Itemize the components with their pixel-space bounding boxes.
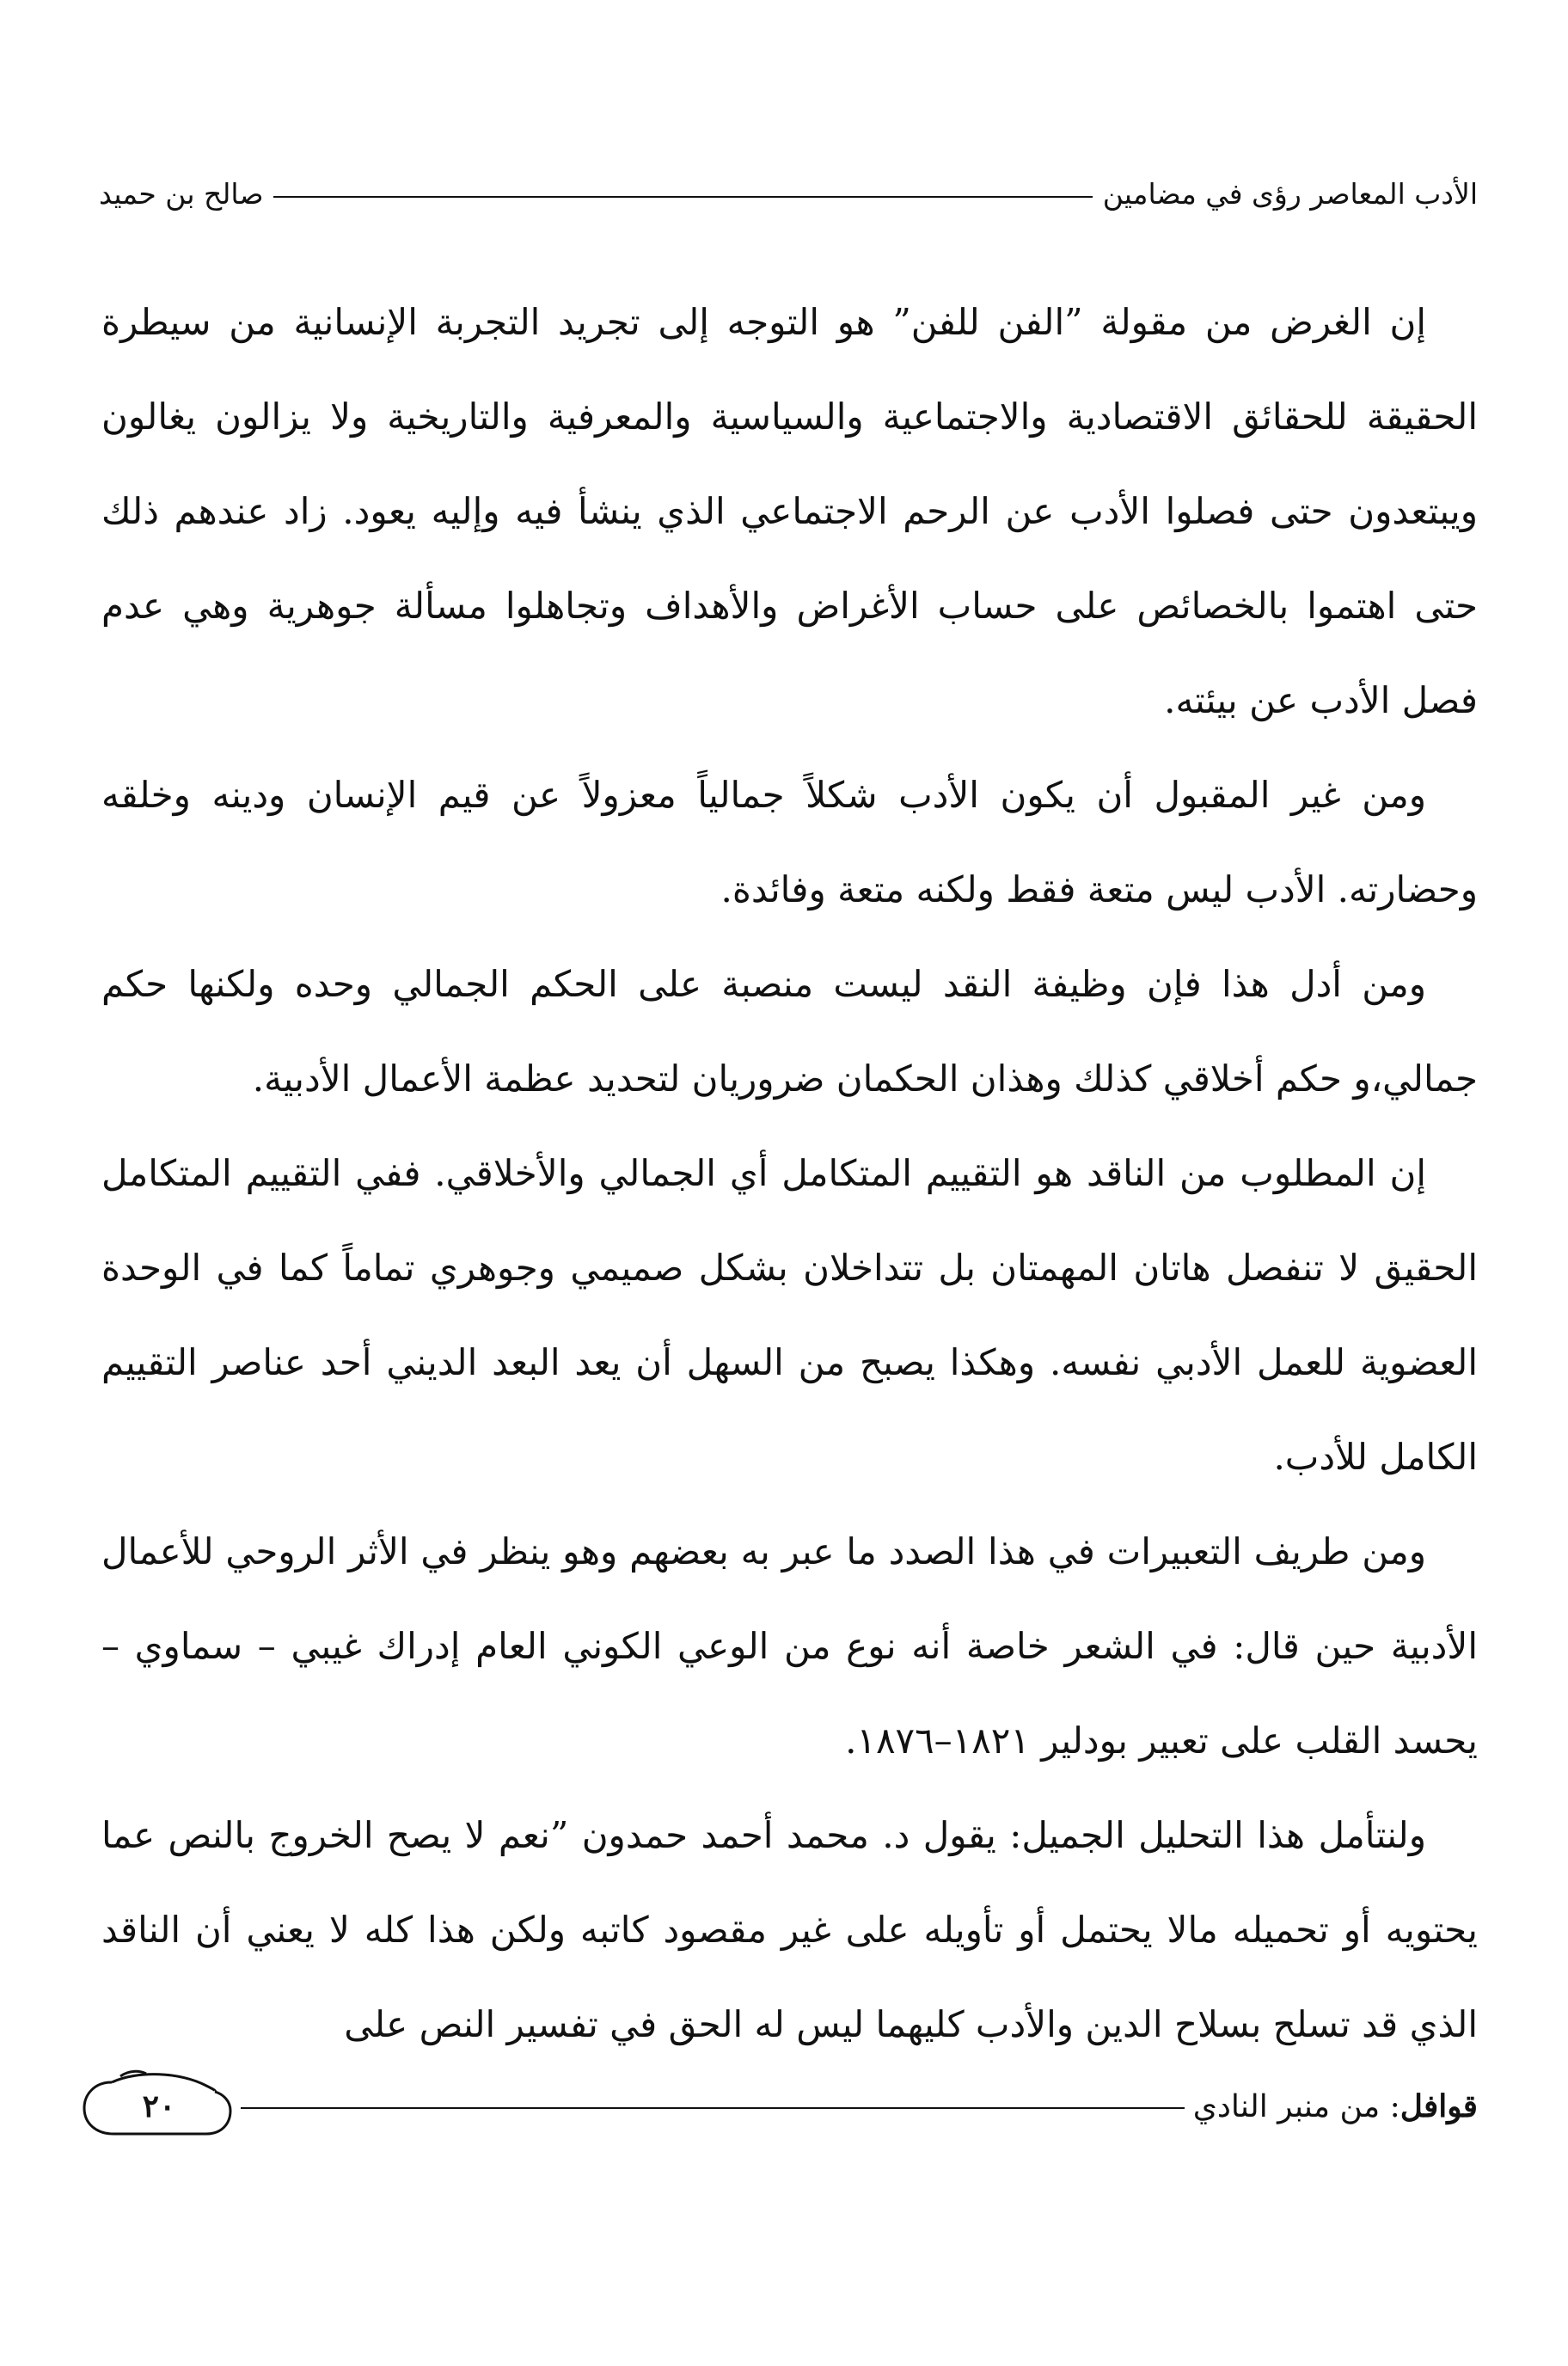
paragraph: إن المطلوب من الناقد هو التقييم المتكامل أي الجمالي والأخلاقي. ففي التقييم المتكامل الحقيق لا تنفصل هاتان المهمتان بل تتداخلان بشكل صميمي وجوهري تماماً كما في الوحدة العضوية للعمل الأدبي نفسه. وهكذا يصبح من السهل أن يعد البعد الديني أحد عناصر التقييم الكامل للأدب.: [101, 1152, 1478, 1478]
page-number: ٢٠: [142, 2088, 176, 2124]
running-header: [99, 168, 1478, 219]
series-label: [1193, 2088, 1478, 2124]
paragraph: ومن طريف التعبيرات في هذا الصدد ما عبر به بعضهم وهو ينظر في الأثر الروحي للأعمال الأدبية حين قال: في الشعر خاصة أنه نوع من الوعي الكوني العام إدراك غيبي – سماوي – يحسد القلب على تعبير بودلير ١٨٢١–١٨٧٦.: [101, 1530, 1478, 1762]
paragraph: ومن أدل هذا فإن وظيفة النقد ليست منصبة على الحكم الجمالي وحده ولكنها حكم جمالي،و حكم أخلاقي كذلك وهذان الحكمان ضروريان لتحديد عظمة الأعمال الأدبية.: [101, 963, 1478, 1100]
page-number-badge: [77, 2063, 241, 2149]
paragraph: ولنتأمل هذا التحليل الجميل: يقول د. محمد أحمد حمدون ”نعم لا يصح الخروج بالنص عما يحتويه أو تحميله مالا يحتمل أو تأويله على غير مقصود كاتبه ولكن هذا كله لا يعني أن الناقد الذي قد تسلح بسلاح الدين والأدب كليهما ليس له الحق في تفسير النص على: [101, 1814, 1478, 2045]
book-title: الأدب المعاصر رؤى في مضامين: [1102, 176, 1478, 211]
header-rule: [273, 196, 1092, 198]
series-subtitle: : من منبر النادي: [1192, 2089, 1400, 2124]
paragraph: ومن غير المقبول أن يكون الأدب شكلاً جمالياً معزولاً عن قيم الإنسان ودينه وخلقه وحضارته. الأدب ليس متعة فقط ولكنه متعة وفائدة.: [101, 774, 1478, 910]
footer-rule: [241, 2107, 1185, 2109]
paragraph: إن الغرض من مقولة ”الفن للفن” هو التوجه إلى تجريد التجربة الإنسانية من سيطرة الحقيقة للحقائق الاقتصادية والاجتماعية والسياسية والمعرفية والتاريخية ولا يزالون يغالون ويبتعدون حتى فصلوا الأدب عن الرحم الاجتماعي الذي ينشأ فيه وإليه يعود. زاد عندهم ذلك حتى اهتموا بالخصائص على حساب الأغراض والأهداف وتجاهلوا مسألة جوهرية وهي عدم فصل الأدب عن بيئته.: [101, 301, 1478, 721]
body-text: [101, 275, 1478, 2072]
series-name: قوافل: [1400, 2088, 1478, 2124]
page-footer: [77, 2059, 1478, 2154]
author-name: صالح بن حميد: [99, 176, 264, 211]
